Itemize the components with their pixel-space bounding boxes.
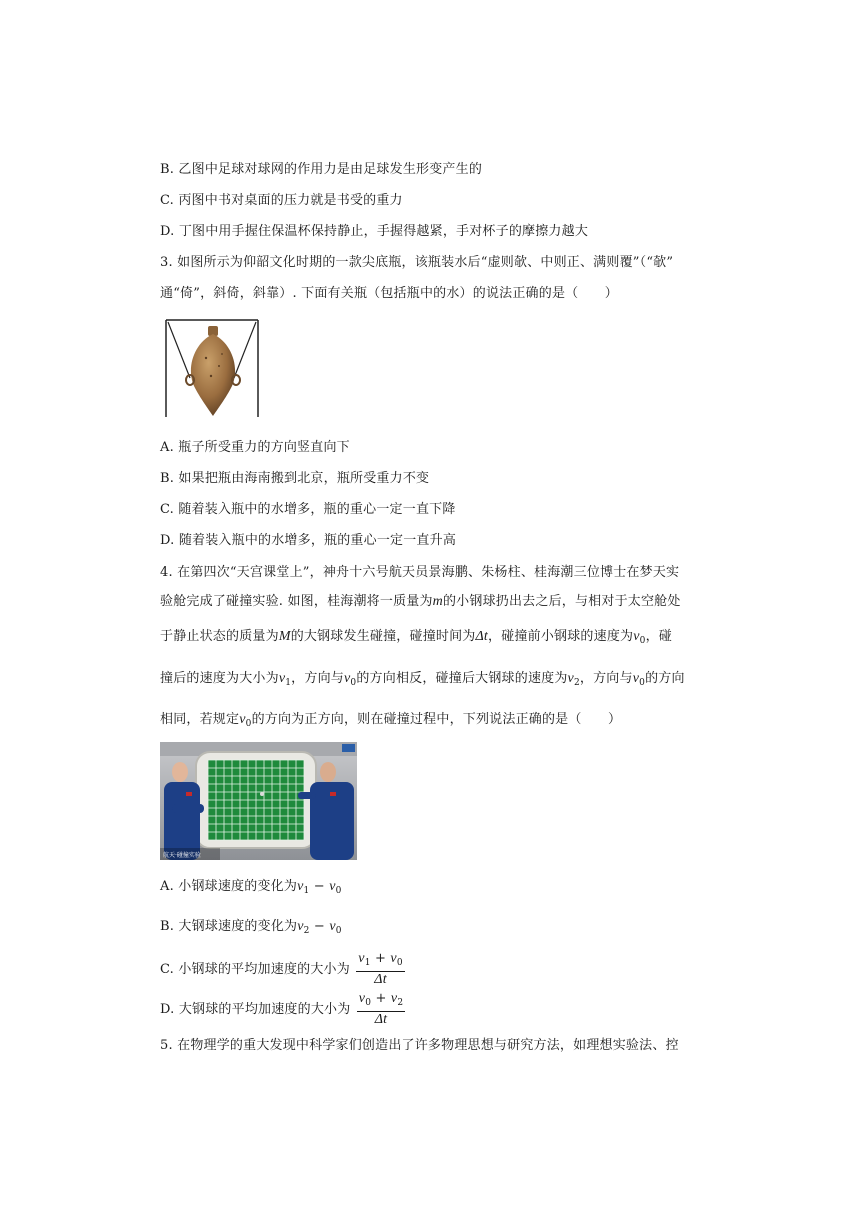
q4-stem-line5: 相同，若规定$v_0$的方向为正方向，则在碰撞过程中，下列说法正确的是（ ） bbox=[160, 712, 622, 729]
q3-stem-line1: 3. 如图所示为仰韶文化时期的一款尖底瓶，该瓶装水后“虚则欹、中则正、满则覆”（“欹” bbox=[160, 255, 674, 270]
q2-option-d: D. 丁图中用手握住保温杯保持静止，手握得越紧，手对杯子的摩擦力越大 bbox=[160, 224, 589, 239]
pointed-bottom-bottle-figure bbox=[164, 318, 262, 418]
q4-option-c: C. 小钢球的平均加速度的大小为 $\frac{v_1 + v_0}{\Delta t}$ bbox=[160, 951, 403, 987]
photo-caption: 航天·碰撞实验 bbox=[163, 852, 201, 859]
q3-option-b: B. 如果把瓶由海南搬到北京，瓶所受重力不变 bbox=[160, 471, 430, 486]
q3-option-d: D. 随着装入瓶中的水增多，瓶的重心一定一直升高 bbox=[160, 533, 457, 548]
q5-stem-line1: 5. 在物理学的重大发现中科学家们创造出了许多物理思想与研究方法，如理想实验法、控 bbox=[160, 1038, 679, 1053]
q4-stem-line4: 撞后的速度为大小为$v_1$，方向与$v_0$的方向相反，碰撞后大钢球的速度为$v_2$，方向与$v_0$的方向 bbox=[160, 671, 685, 688]
q3-stem-line2: 通“倚”，斜倚，斜靠）. 下面有关瓶（包括瓶中的水）的说法正确的是（ ） bbox=[160, 286, 618, 301]
q3-option-a: A. 瓶子所受重力的方向竖直向下 bbox=[160, 440, 350, 455]
q3-option-c: C. 随着装入瓶中的水增多，瓶的重心一定一直下降 bbox=[160, 502, 456, 517]
space-station-collision-photo bbox=[160, 742, 357, 860]
q4-stem-line1: 4. 在第四次“天宫课堂上”，神舟十六号航天员景海鹏、朱杨柱、桂海潮三位博士在梦天实 bbox=[160, 565, 680, 580]
q4-option-d: D. 大钢球的平均加速度的大小为 $\frac{v_0 + v_2}{\Delta t}$ bbox=[160, 991, 404, 1027]
q4-option-b: B. 大钢球速度的变化为$v_2 - v_0$ bbox=[160, 919, 342, 936]
q2-option-c: C. 丙图中书对桌面的压力就是书受的重力 bbox=[160, 193, 403, 208]
q2-option-b: B. 乙图中足球对球网的作用力是由足球发生形变产生的 bbox=[160, 162, 483, 177]
fraction-v1-plus-v0-over-dt: $\frac{v_1 + v_0}{\Delta t}$ bbox=[358, 951, 403, 987]
q4-stem-line3: 于静止状态的质量为M的大钢球发生碰撞，碰撞时间为Δt，碰撞前小钢球的速度为$v_0$，碰 bbox=[160, 629, 672, 646]
fraction-v0-plus-v2-over-dt: $\frac{v_0 + v_2}{\Delta t}$ bbox=[358, 991, 404, 1027]
q4-option-a: A. 小钢球速度的变化为$v_1 - v_0$ bbox=[160, 879, 342, 896]
q4-stem-line2: 验舱完成了碰撞实验. 如图，桂海潮将一质量为m的小钢球扔出去之后，与相对于太空舱处 bbox=[160, 594, 681, 609]
